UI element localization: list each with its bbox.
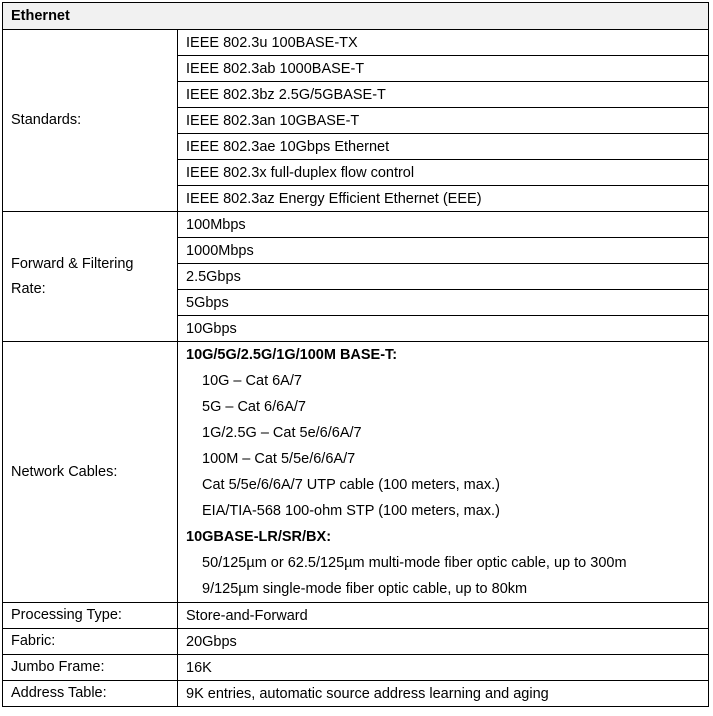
rate-item: 5Gbps bbox=[178, 290, 709, 316]
table-row bbox=[3, 603, 709, 629]
fiber-item: 9/125µm single-mode fiber optic cable, up to 80km bbox=[202, 581, 528, 597]
table-row bbox=[3, 629, 709, 655]
table-row bbox=[3, 212, 709, 238]
fabric-label: Fabric: bbox=[3, 629, 178, 655]
standards-label: Standards: bbox=[3, 30, 178, 212]
standard-item: IEEE 802.3an 10GBASE-T bbox=[178, 108, 709, 134]
forwarding-rate-label bbox=[3, 212, 178, 342]
forwarding-label-line2: Rate: bbox=[11, 280, 46, 297]
section-title: Ethernet bbox=[3, 3, 709, 30]
rate-item: 10Gbps bbox=[178, 316, 709, 342]
copper-item: 10G – Cat 6A/7 bbox=[202, 373, 302, 389]
standard-item: IEEE 802.3x full-duplex flow control bbox=[178, 160, 709, 186]
copper-item: 1G/2.5G – Cat 5e/6/6A/7 bbox=[202, 425, 362, 441]
copper-item: 5G – Cat 6/6A/7 bbox=[202, 399, 306, 415]
jumbo-frame-value: 16K bbox=[178, 655, 709, 681]
table-row bbox=[3, 30, 709, 56]
forwarding-label-line1: Forward & Filtering bbox=[11, 255, 134, 272]
network-cables-label: Network Cables: bbox=[3, 342, 178, 603]
rate-item: 2.5Gbps bbox=[178, 264, 709, 290]
copper-item: Cat 5/5e/6/6A/7 UTP cable (100 meters, max.) bbox=[202, 477, 500, 493]
table-row bbox=[3, 681, 709, 707]
fiber-item: 50/125µm or 62.5/125µm multi-mode fiber optic cable, up to 300m bbox=[202, 555, 627, 571]
processing-type-label: Processing Type: bbox=[3, 603, 178, 629]
copper-item: EIA/TIA-568 100-ohm STP (100 meters, max.) bbox=[202, 503, 500, 519]
rate-item: 1000Mbps bbox=[178, 238, 709, 264]
processing-type-value: Store-and-Forward bbox=[178, 603, 709, 629]
address-table-label: Address Table: bbox=[3, 681, 178, 707]
standard-item: IEEE 802.3bz 2.5G/5GBASE-T bbox=[178, 82, 709, 108]
fabric-value: 20Gbps bbox=[178, 629, 709, 655]
copper-item: 100M – Cat 5/5e/6/6A/7 bbox=[202, 451, 356, 467]
ethernet-spec-table bbox=[2, 2, 709, 707]
standard-item: IEEE 802.3ab 1000BASE-T bbox=[178, 56, 709, 82]
address-table-value: 9K entries, automatic source address learning and aging bbox=[178, 681, 709, 707]
standard-item: IEEE 802.3ae 10Gbps Ethernet bbox=[178, 134, 709, 160]
table-row bbox=[3, 655, 709, 681]
rate-item: 100Mbps bbox=[178, 212, 709, 238]
fiber-heading: 10GBASE-LR/SR/BX: bbox=[186, 529, 332, 545]
standard-item: IEEE 802.3az Energy Efficient Ethernet (EEE) bbox=[178, 186, 709, 212]
standard-item: IEEE 802.3u 100BASE-TX bbox=[178, 30, 709, 56]
network-cables-value bbox=[178, 342, 709, 603]
copper-heading: 10G/5G/2.5G/1G/100M BASE-T: bbox=[186, 347, 398, 363]
table-row bbox=[3, 342, 709, 603]
table-header-row bbox=[3, 3, 709, 30]
jumbo-frame-label: Jumbo Frame: bbox=[3, 655, 178, 681]
